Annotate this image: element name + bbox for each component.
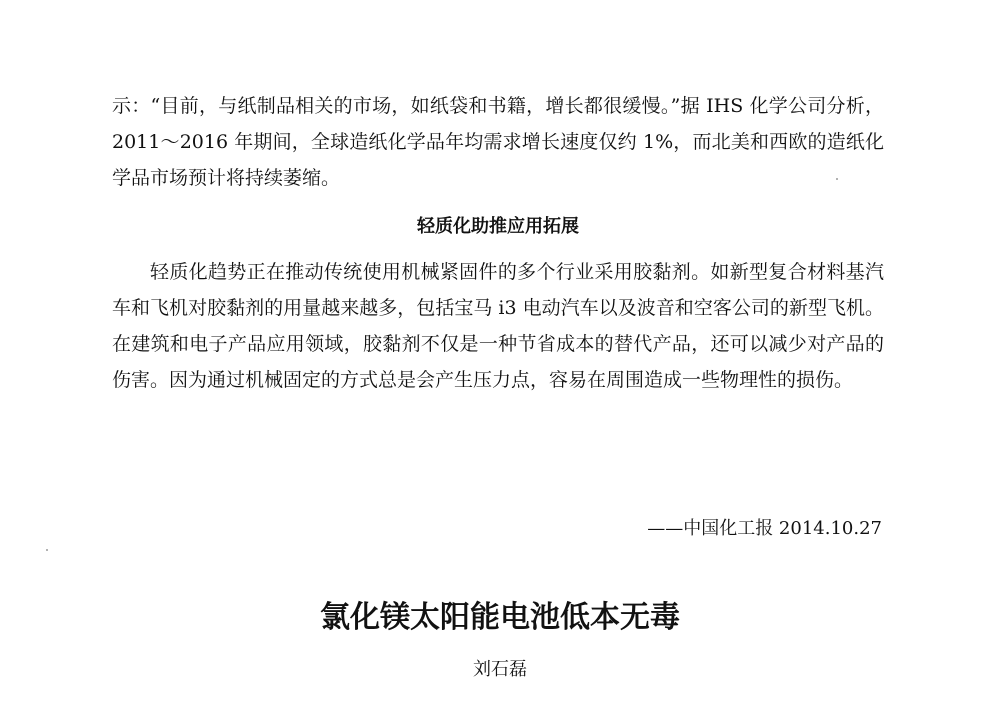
section-heading: 轻质化助推应用拓展 [417, 216, 579, 237]
body-paragraph-1: 示：“目前，与纸制品相关的市场，如纸袋和书籍，增长都很缓慢。”据 IHS 化学公司分析，2011～2016 年期间，全球造纸化学品年均需求增长速度仅约 1%，而北美和西欧的造纸化学品市场预计将持续萎缩。 [112, 95, 884, 189]
scan-speck [836, 178, 838, 180]
source-credit: ——中国化工报 2014.10.27 [647, 518, 882, 539]
scan-speck [46, 549, 48, 551]
article-title: 氯化镁太阳能电池低本无毒 [320, 600, 680, 635]
body-paragraph-2: 轻质化趋势正在推动传统使用机械紧固件的多个行业采用胶黏剂。如新型复合材料基汽车和飞机对胶黏剂的用量越来越多，包括宝马 i3 电动汽车以及波音和空客公司的新型飞机。在建筑和电子产品应用领域，胶黏剂不仅是一种节省成本的替代产品，还可以减少对产品的伤害。因为通过机械固定的方式总是会产生压力点，容易在周围造成一些物理性的损伤。 [112, 261, 884, 391]
author-name: 刘石磊 [473, 659, 527, 680]
